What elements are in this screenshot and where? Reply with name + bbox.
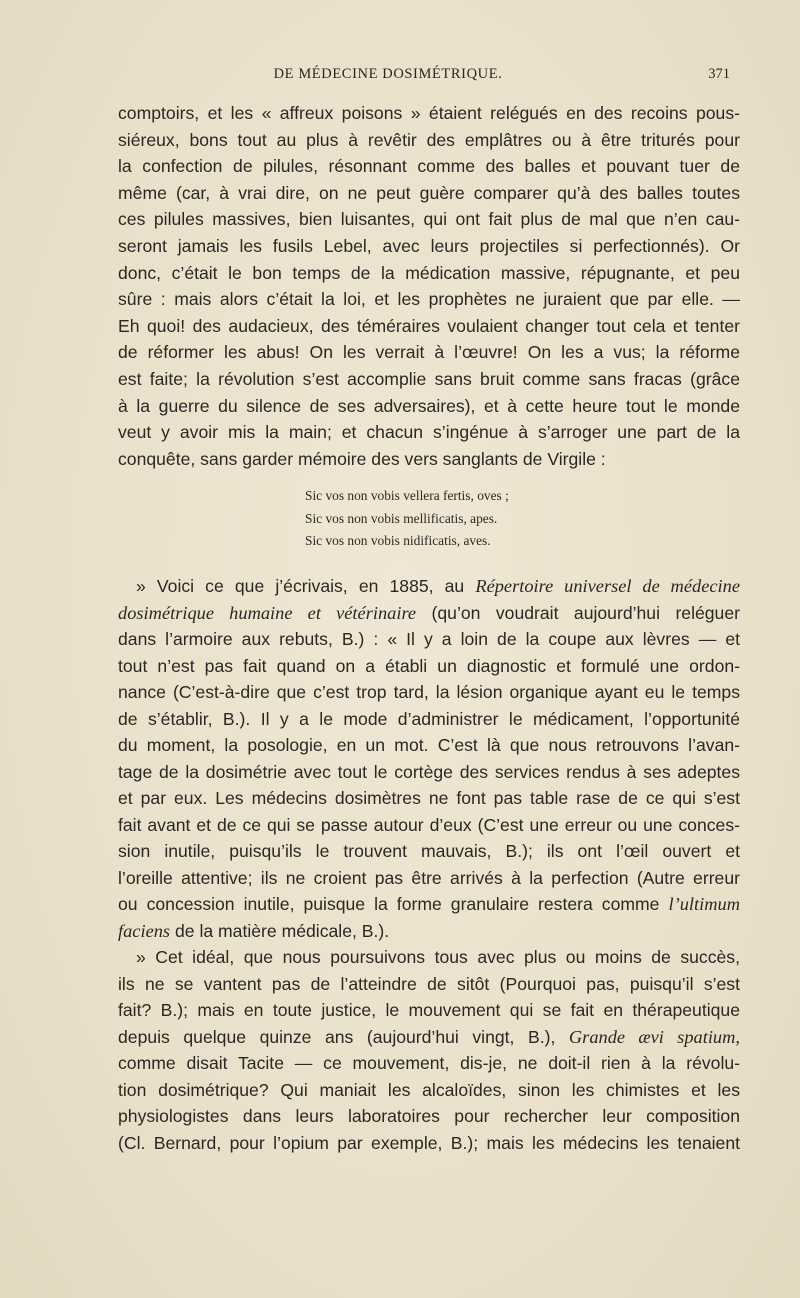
italic-phrase: Grande ævi spatium, [568, 1026, 740, 1047]
latin-verse-quotation [305, 485, 509, 553]
text-line: Eh quoi! des audacieux, des téméraires voulaient changer tout cela et tenter [118, 315, 740, 336]
text-line: à la guerre du silence de ses adversaires), et à cette heure tout le monde [118, 395, 740, 416]
page-number: 371 [708, 66, 730, 82]
text-line: et par eux. Les médecins dosimètres ne font pas table rase de ce qui s’est [118, 788, 740, 808]
text-line: sûre : mais alors c’était la loi, et les prophètes ne juraient que par elle. — [118, 289, 740, 310]
text-line: l’oreille attentive; ils ne croient pas être arrivés à la perfection (Autre erreur [118, 867, 740, 888]
paragraph-continued [118, 100, 740, 472]
text-line: » Cet idéal, que nous poursuivons tous avec plus ou moins de succès, [136, 947, 740, 967]
text-line: conquête, sans garder mémoire des vers sanglants de Virgile : [118, 448, 606, 469]
running-head-title: DE MÉDECINE DOSIMÉTRIQUE. [273, 66, 503, 82]
text-line: la confection de pilules, résonnant comme des balles et pouvant tuer de [118, 156, 740, 177]
text-run: depuis quelque quinze ans (aujourd’hui vingt, B.), [118, 1026, 569, 1047]
text-line: nance (C’est-à-dire que c’est trop tard, la lésion organique ayant eu le temps [118, 682, 740, 702]
italic-title: Répertoire universel de médecine [475, 576, 740, 596]
text-line: tout n’est pas fait quand on a établi un diagnostic et formulé une ordon- [118, 655, 740, 676]
text-line: fait avant et de ce qui se passe autour d’eux (C’est une erreur ou une conces- [118, 814, 740, 835]
verse-line: Sic vos non vobis nidificatis, aves. [305, 533, 491, 548]
verse-line: Sic vos non vobis mellificatis, apes. [305, 510, 498, 526]
text-line [118, 891, 740, 918]
text-line: physiologistes dans leurs laboratoires pour rechercher leur composition [118, 1106, 740, 1126]
text-line: fait? B.); mais en toute justice, le mouvement qui se fait en thérapeutique [118, 1000, 740, 1020]
text-line [118, 1024, 740, 1051]
text-line: est faite; la révolution s’est accomplie sans bruit comme sans fracas (grâce [118, 368, 740, 389]
text-line: du moment, la posologie, en un mot. C’est là que nous retrouvons l’avan- [118, 735, 740, 755]
text-run: ou concession inutile, puisque la forme granulaire restera comme [118, 894, 669, 914]
verse-line: Sic vos non vobis vellera fertis, oves ; [305, 488, 509, 503]
text-line: seront jamais les fusils Lebel, avec leurs projectiles si perfectionnés). Or [118, 235, 740, 256]
quoted-passage [118, 573, 740, 1156]
text-line: (Cl. Bernard, pour l’opium par exemple, B.); mais les médecins les tenaient [118, 1132, 740, 1153]
text-line: de réformer les abus! On les verrait à l’œuvre! On les a vus; la réforme [118, 342, 740, 363]
text-line: ces pilules massives, bien luisantes, qui ont fait plus de mal que n’en cau- [118, 209, 740, 230]
text-line: tage de la dosimétrie avec tout le cortège des services rendus à ses adeptes [118, 761, 740, 782]
text-line: donc, c’était le bon temps de la médication massive, répugnante, et peu [118, 262, 740, 283]
text-line: comptoirs, et les « affreux poisons » étaient relégués en des recoins pous- [118, 103, 740, 123]
text-line [118, 918, 740, 945]
text-line: dans l’armoire aux rebuts, B.) : « Il y a loin de la coupe aux lèvres — et [118, 629, 740, 649]
italic-title: dosimétrique humaine et vétérinaire [118, 602, 417, 623]
text-line: de s’établir, B.). Il y a le mode d’administrer le médicament, l’opportunité [118, 708, 740, 729]
text-run: » Voici ce que j’écrivais, en 1885, au [136, 576, 476, 596]
text-run: (qu’on voudrait aujourd’hui reléguer [416, 602, 740, 623]
text-line: siéreux, bons tout au plus à revêtir des emplâtres ou à être triturés pour [118, 129, 740, 150]
running-head [118, 66, 738, 88]
text-line: même (car, à vrai dire, on ne peut guère comparer qu’à des balles toutes [118, 182, 740, 203]
italic-phrase: faciens [118, 920, 171, 941]
text-line [118, 600, 740, 627]
italic-phrase: l’ultimum [668, 894, 740, 914]
text-run: de la matière médicale, B.). [170, 920, 390, 941]
text-line: comme disait Tacite — ce mouvement, dis-je, ne doit-il rien à la révolu- [118, 1053, 740, 1073]
text-line: sion inutile, puisqu’ils le trouvent mauvais, B.); ils ont l’œil ouvert et [118, 841, 740, 861]
text-line [118, 573, 740, 600]
text-line: veut y avoir mis la main; et chacun s’ingénue à s’arroger une part de la [118, 422, 740, 443]
text-line: tion dosimétrique? Qui maniait les alcaloïdes, sinon les chimistes et les [118, 1079, 740, 1100]
text-line: ils ne se vantent pas de l’atteindre de sitôt (Pourquoi pas, puisqu’il s’est [118, 973, 740, 994]
